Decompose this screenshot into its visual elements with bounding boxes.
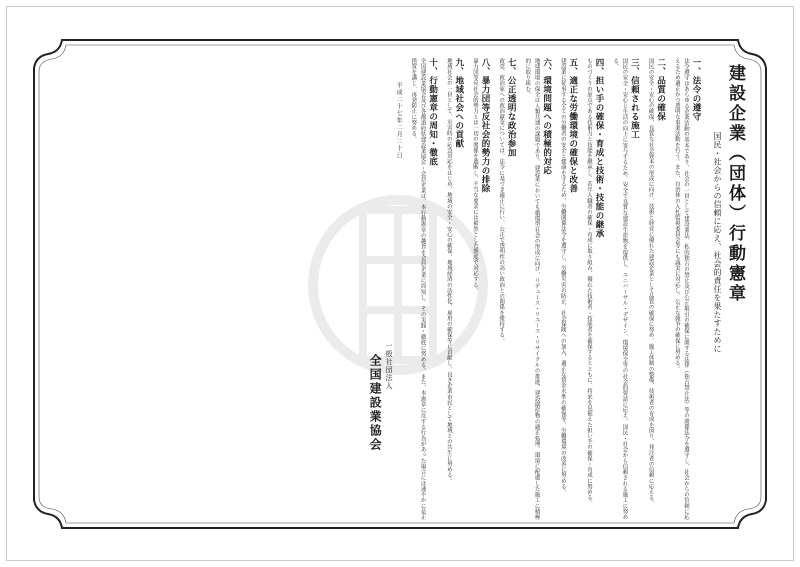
charter-section [522,52,552,520]
organization-type: 一般社団法人 [385,342,394,390]
section-body: 国民の安全・安心の確保、良質な社会資本の形成に向け、技術と経営に優れた建設企業として品質の確保に努め、施工体制の整備、技術者の育成を図り、発注者の信頼に応える。 [647,58,654,506]
charter-section [496,52,517,520]
section-heading: 一、法令の遵守 [691,58,701,121]
section-body: 国民の安全・安心と生活の向上に寄与するため、安全で良質な建設生産物を提供し、ユニバーサル・デザイン、環境保全等の社会的要請に応え、国民・社会から信頼される施工に努める。 [612,58,628,520]
section-heading: 八、暴力団等反社会的勢力の排除 [479,58,490,193]
section-heading: 十、行動憲章の周知・徹底 [427,58,438,166]
section-heading: 三、信頼される施工 [629,58,640,139]
charter-section [444,52,465,520]
section-heading: 六、環境問題への積極的対応 [541,58,552,175]
charter-document [52,52,748,520]
section-body: 地球環境の保全は人類共通の課題であり、建設業においても循環型社会の形成に向け、リデュース・リユース・リサイクルの推進、建設副産物の適正処理、環境に配慮した施工に積極的に取り組む。 [524,58,540,520]
sections [408,52,702,520]
footer [367,52,403,520]
charter-section [610,52,640,520]
section-body: ものづくりの原点である技術力と技能を継承し、若年入職者の確保・育成に取り組み、優れた技術者・技能者を確保するとともに、将来を見据えた担い手の確保・育成に努める。 [585,58,592,506]
section-body: 建設業に従事する全ての労働者の安全と健康を守るため、労働関係法令を遵守し、労働災害の防止、社会保険への加入、適正な賃金水準の確保等、労働環境の改善に努める。 [559,58,566,495]
charter-section [408,52,438,520]
section-heading: 九、地域社会への貢献 [453,58,464,148]
section-heading: 四、担い手の確保・育成と技術・技能の継承 [593,58,604,238]
section-body: 法令遵守はあらゆる企業活動の基本であり、社会の一員として建設業法、私的独占の禁止及び公正取引の確保に関する法律（独占禁止法）等の関係法令を遵守し、社会からの信頼に応えるため適正かつ透明な事業活動を行う。また、自治体の入札監視委員会等にも誠実に対応し、公正な競争の確保に努める。 [673,58,689,520]
charter-section [672,52,702,520]
section-heading: 二、品質の確保 [655,58,666,121]
section-body: 政党、政治家への政治献金については、法令に基づき適正に行い、公正で透明性の高い政治との関係を維持する。 [498,58,505,344]
charter-section [645,52,666,520]
charter-section [558,52,579,520]
section-body: 暴力団等反社会的勢力とは一切の関係を遮断し、不当な要求には毅然とした態度で対応する。 [471,58,478,294]
section-heading: 五、適正な労働環境の確保と改善 [567,58,578,193]
document-subtitle: 国民・社会からの信頼に応え、社会的責任を果たすために [713,132,722,353]
document-title: 建設企業（団体）行動憲章 [725,64,745,304]
organization-name: 全国建設業協会 [368,354,383,452]
section-body: 地域社会の一員として、災害時の応急対応をはじめ、地域の安全・安心の確保、地域経済の活性化、雇用の確保等に貢献し、良き企業市民として地域との共生に努める。 [445,58,452,484]
issue-date: 平成二十七年二月二十日 [395,82,403,159]
charter-section [470,52,491,520]
charter-section [584,52,605,520]
section-heading: 七、公正透明な政治参加 [506,58,517,157]
section-body: 全国建設業協会及び各都道府県建設業協会・会員企業は、本行動憲章の趣旨を会員企業に周知し、その実践・徹底に努める。また、本憲章に反する行為があった場合には速やかに是正措置を講じ、再発防止に努める。 [410,58,426,520]
title-block [712,52,748,520]
